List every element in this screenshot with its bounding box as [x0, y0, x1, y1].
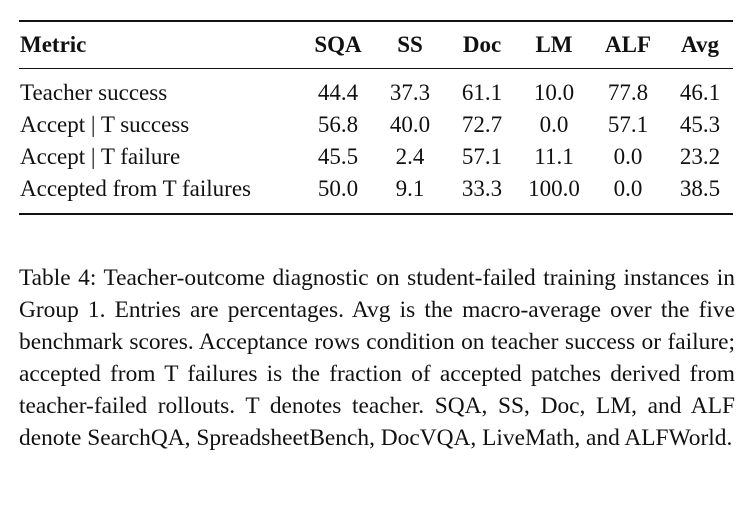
row-label: Accepted from T failures: [20, 176, 251, 201]
cell-alf: 57.1: [607, 112, 649, 137]
results-table: [19, 20, 733, 215]
cell-doc: 61.1: [461, 80, 503, 105]
row-label: Accept | T success: [20, 112, 190, 137]
cell-ss: 40.0: [389, 112, 431, 137]
cell-sqa: 44.4: [317, 80, 359, 105]
table-row: [19, 141, 733, 173]
cell-doc: 57.1: [461, 144, 503, 169]
header-avg: Avg: [681, 32, 719, 57]
cell-sqa: 56.8: [317, 112, 359, 137]
cell-avg: 46.1: [679, 80, 721, 105]
cell-ss: 9.1: [395, 176, 425, 201]
row-label: Teacher success: [20, 80, 168, 105]
cell-avg: 38.5: [679, 176, 721, 201]
cell-lm: 10.0: [533, 80, 575, 105]
cell-alf: 0.0: [613, 144, 643, 169]
header-ss: SS: [397, 32, 423, 57]
cell-doc: 72.7: [461, 112, 503, 137]
cell-lm: 0.0: [539, 112, 569, 137]
cell-alf: 77.8: [607, 80, 649, 105]
cell-lm: 11.1: [534, 144, 574, 169]
header-metric: Metric: [20, 32, 87, 57]
table-row: [19, 173, 733, 214]
header-doc: Doc: [462, 32, 502, 57]
row-label: Accept | T failure: [20, 144, 181, 169]
results-table-container: [19, 20, 733, 215]
header-lm: LM: [535, 32, 573, 57]
cell-lm: 100.0: [528, 176, 580, 201]
header-sqa: SQA: [314, 32, 362, 57]
cell-doc: 33.3: [461, 176, 503, 201]
cell-ss: 37.3: [389, 80, 431, 105]
cell-alf: 0.0: [613, 176, 643, 201]
table-header-row: [19, 21, 733, 69]
cell-ss: 2.4: [395, 144, 425, 169]
cell-avg: 23.2: [679, 144, 721, 169]
cell-sqa: 45.5: [317, 144, 359, 169]
header-alf: ALF: [605, 32, 651, 57]
cell-sqa: 50.0: [317, 176, 359, 201]
table-row: [19, 109, 733, 141]
cell-avg: 45.3: [679, 112, 721, 137]
table-row: [19, 69, 733, 110]
table-caption: Table 4: Teacher-outcome diagnostic on student-failed training instances in Group 1. Entries are percentages. Avg is the macro-average over the five benchmark scores. Acceptance rows condition on teacher success or failure; accepted from T failures is the fraction of accepted patches derived from teacher-failed rollouts. T denotes teacher. SQA, SS, Doc, LM, and ALF denote SearchQA, SpreadsheetBench, DocVQA, LiveMath, and ALFWorld.: [19, 265, 735, 452]
